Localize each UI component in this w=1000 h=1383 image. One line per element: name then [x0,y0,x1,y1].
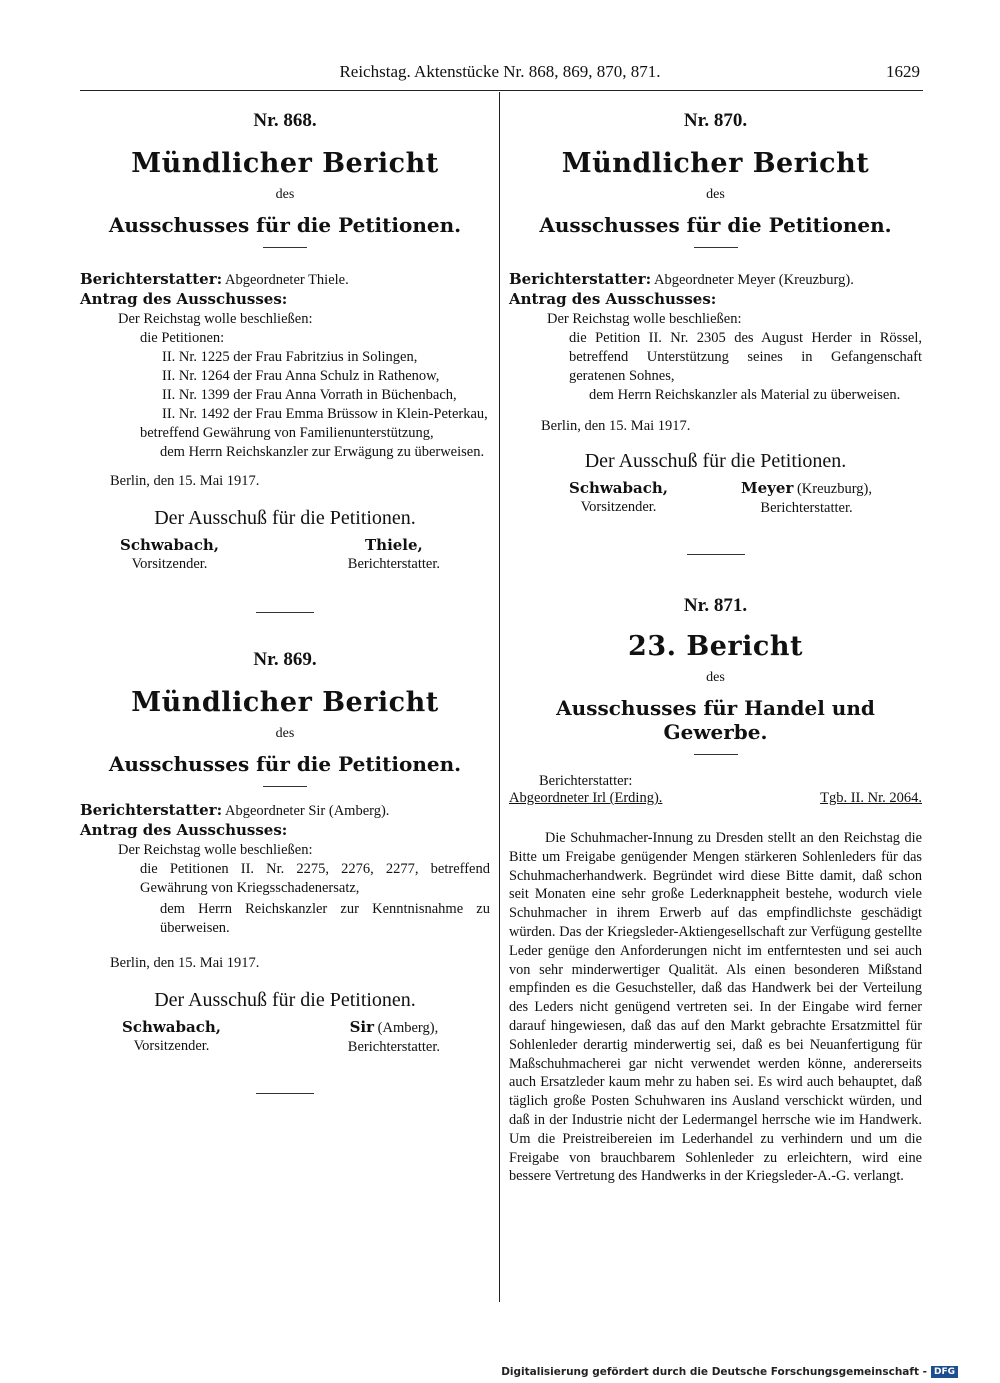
reporter-sig-role: Berichterstatter. [760,500,853,516]
article-des: des [706,670,725,685]
document-868 [80,110,490,613]
reporter-name: Abgeordneter Meyer (Kreuzburg). [654,272,854,288]
reporter-line [80,270,490,290]
reporter-sig-name: Thiele, [365,536,423,554]
committee-title: Ausschusses für die Petitionen. [108,752,462,776]
signature-heading: Der Ausschuß für die Petitionen. [584,450,847,472]
signature-chair [569,479,668,518]
reporter-name: Abgeordneter Sir (Amberg). [225,803,390,819]
petition-text: die Petition II. Nr. 2305 des August Herder in Rössel, betreffend Unterstützung seines in Gefangenschaft geratenen Sohnes, [569,330,922,384]
reporter-sig-name: Meyer [741,479,794,497]
article-des: des [706,187,725,202]
page-header [80,62,920,88]
journal-reference: Tgb. II. Nr. 2064. [820,790,922,806]
action-line: dem Herrn Reichskanzler zur Erwägung zu überweisen. [160,444,485,460]
motion-label: Antrag des Ausschusses: [509,290,717,308]
header-rule [80,90,923,91]
document-number: Nr. 871. [683,595,748,616]
chair-role: Vorsitzender. [131,556,208,572]
document-870 [509,110,922,555]
chair-name: Schwabach, [569,479,668,497]
petitions-label: die Petitionen: [140,330,225,346]
reporter-sig-role: Berichterstatter. [347,1039,440,1055]
date-line: Berlin, den 15. Mai 1917. [110,473,260,489]
report-body: Die Schuhmacher-Innung zu Dresden stellt an den Reichstag die Bitte um Freigabe genügender Mengen stärkeren Sohlenleders für das Schuhmacherhandwerk. Begründet wird diese Bitte damit, daß schon seit Monaten eine sehr große Lederknappheit bestehe, wodurch viele Schuhmacher in ihrem Erwerb auf das empfindlichste geschädigt würden. Das der Kriegsleder-Aktiengesellschaft zur Verfügung gestellte Leder genüge den Anforderungen nicht im entferntesten und sei auch von sehr minderwertiger Qualität. Als einen besonderen Mißstand empfinden es die Gesuchsteller, daß das Handwerk bei der Verteilung des Leders nicht genügend vertreten sei. In der Eingabe wird ferner darauf hingewiesen, daß das auf den Markt gebrachte Ersatzmittel für Sohlenleder derartig minderwertig sei, daß es bei Neuanfertigung für Maßschuhmacherei gar nicht verwendet werden könne, andererseits auch Ersatzleder kaum mehr zu haben sei. Es wird auch behauptet, daß täglich große Posten Schuhwaren ins Ausland verschickt würden, und daß in der Industrie nicht der Ledermangel herrsche wie im Handwerk. Um die Preistreibereien im Lederhandel zu verhindern und um die Freigabe von brauchbarem Sohlenleder zu erleichtern, wird eine bessere Vertretung des Handwerks in der Kriegsleder-A.-G. verlangt. [509,830,922,1185]
separator-rule [256,612,314,613]
section-rule [694,247,738,248]
signatures [80,536,490,574]
motion-label: Antrag des Ausschusses: [80,821,288,839]
chair-role: Vorsitzender. [580,499,657,515]
reporter-line [80,801,490,821]
page-number: 1629 [886,62,920,81]
reporter-sig-extra: (Kreuzburg), [793,481,872,497]
reporter-sig-name: Sir [349,1018,375,1036]
signature-reporter [741,479,872,518]
reporter-label: Berichterstatter: [539,773,633,789]
section-rule [263,247,307,248]
column-divider [499,92,500,1302]
right-column [509,110,922,1186]
reporter-label: Berichterstatter: [80,801,223,819]
committee-title: Ausschusses für die Petitionen. [539,213,892,237]
motion-line [80,290,490,310]
document-kind: Mündlicher Bericht [131,687,439,718]
separator-rule [687,554,745,555]
dfg-logo: DFG [931,1366,958,1378]
separator-rule [256,1093,314,1094]
document-kind: Mündlicher Bericht [561,148,870,179]
signature-reporter [348,536,440,574]
motion-line [509,290,922,310]
article-des: des [275,187,295,202]
chair-role: Vorsitzender. [133,1038,210,1054]
date-line: Berlin, den 15. Mai 1917. [541,418,691,434]
footer-credit [501,1366,958,1378]
motion-intro: Der Reichstag wolle beschließen: [118,311,313,327]
motion-label: Antrag des Ausschusses: [80,290,288,308]
document-871 [509,595,922,1186]
date-line: Berlin, den 15. Mai 1917. [110,955,260,971]
action-line: dem Herrn Reichskanzler zur Kenntnisnahme zu überweisen. [160,901,490,936]
document-kind: Mündlicher Bericht [131,148,439,179]
petition-item: II. Nr. 1264 der Frau Anna Schulz in Rathenow, [162,368,440,384]
left-column [80,110,490,1094]
motion-line [80,821,490,841]
reporter-line [509,270,922,290]
motion-intro: Der Reichstag wolle beschließen: [547,311,742,327]
petition-item: II. Nr. 1399 der Frau Anna Vorrath in Büchenbach, [162,387,457,403]
document-number: Nr. 870. [683,110,748,131]
reporter-sig-extra: (Amberg), [374,1020,439,1036]
reporter-label: Berichterstatter: [509,270,652,288]
section-rule [694,754,738,755]
signature-reporter [348,1018,440,1057]
action-line: dem Herrn Reichskanzler als Material zu überweisen. [589,387,901,403]
article-des: des [275,726,295,741]
signatures [80,1018,490,1057]
committee-title: Ausschusses für Handel und Gewerbe. [556,696,875,744]
footer-text: Digitalisierung gefördert durch die Deutsche Forschungsgemeinschaft - [501,1366,927,1378]
regarding-line: betreffend Gewährung von Familienunterstützung, [140,425,434,441]
petition-text: die Petitionen II. Nr. 2275, 2276, 2277, betreffend Gewährung von Kriegsschadenersatz, [140,861,490,896]
document-number: Nr. 868. [253,110,317,131]
document-kind: 23. Bericht [628,631,803,662]
signatures [509,479,922,518]
signature-heading: Der Ausschuß für die Petitionen. [154,989,416,1011]
reporter-label: Berichterstatter: [80,270,223,288]
reporter-block [509,773,662,807]
signature-heading: Der Ausschuß für die Petitionen. [154,507,416,529]
signature-chair [120,536,219,574]
signature-chair [122,1018,221,1057]
chair-name: Schwabach, [122,1018,221,1036]
document-869 [80,649,490,1094]
reporter-sig-role: Berichterstatter. [347,556,440,572]
section-rule [263,786,307,787]
reporter-name: Abgeordneter Irl (Erding). [509,790,663,806]
reporter-meta [509,773,922,807]
motion-intro: Der Reichstag wolle beschließen: [118,842,313,858]
committee-title: Ausschusses für die Petitionen. [108,213,462,237]
reporter-name: Abgeordneter Thiele. [225,272,349,288]
chair-name: Schwabach, [120,536,219,554]
petition-item: II. Nr. 1225 der Frau Fabritzius in Solingen, [162,349,418,365]
document-number: Nr. 869. [253,649,317,670]
petition-item: II. Nr. 1492 der Frau Emma Brüssow in Klein-Peterkau, [162,406,488,422]
running-title: Reichstag. Aktenstücke Nr. 868, 869, 870, 871. [339,62,661,81]
